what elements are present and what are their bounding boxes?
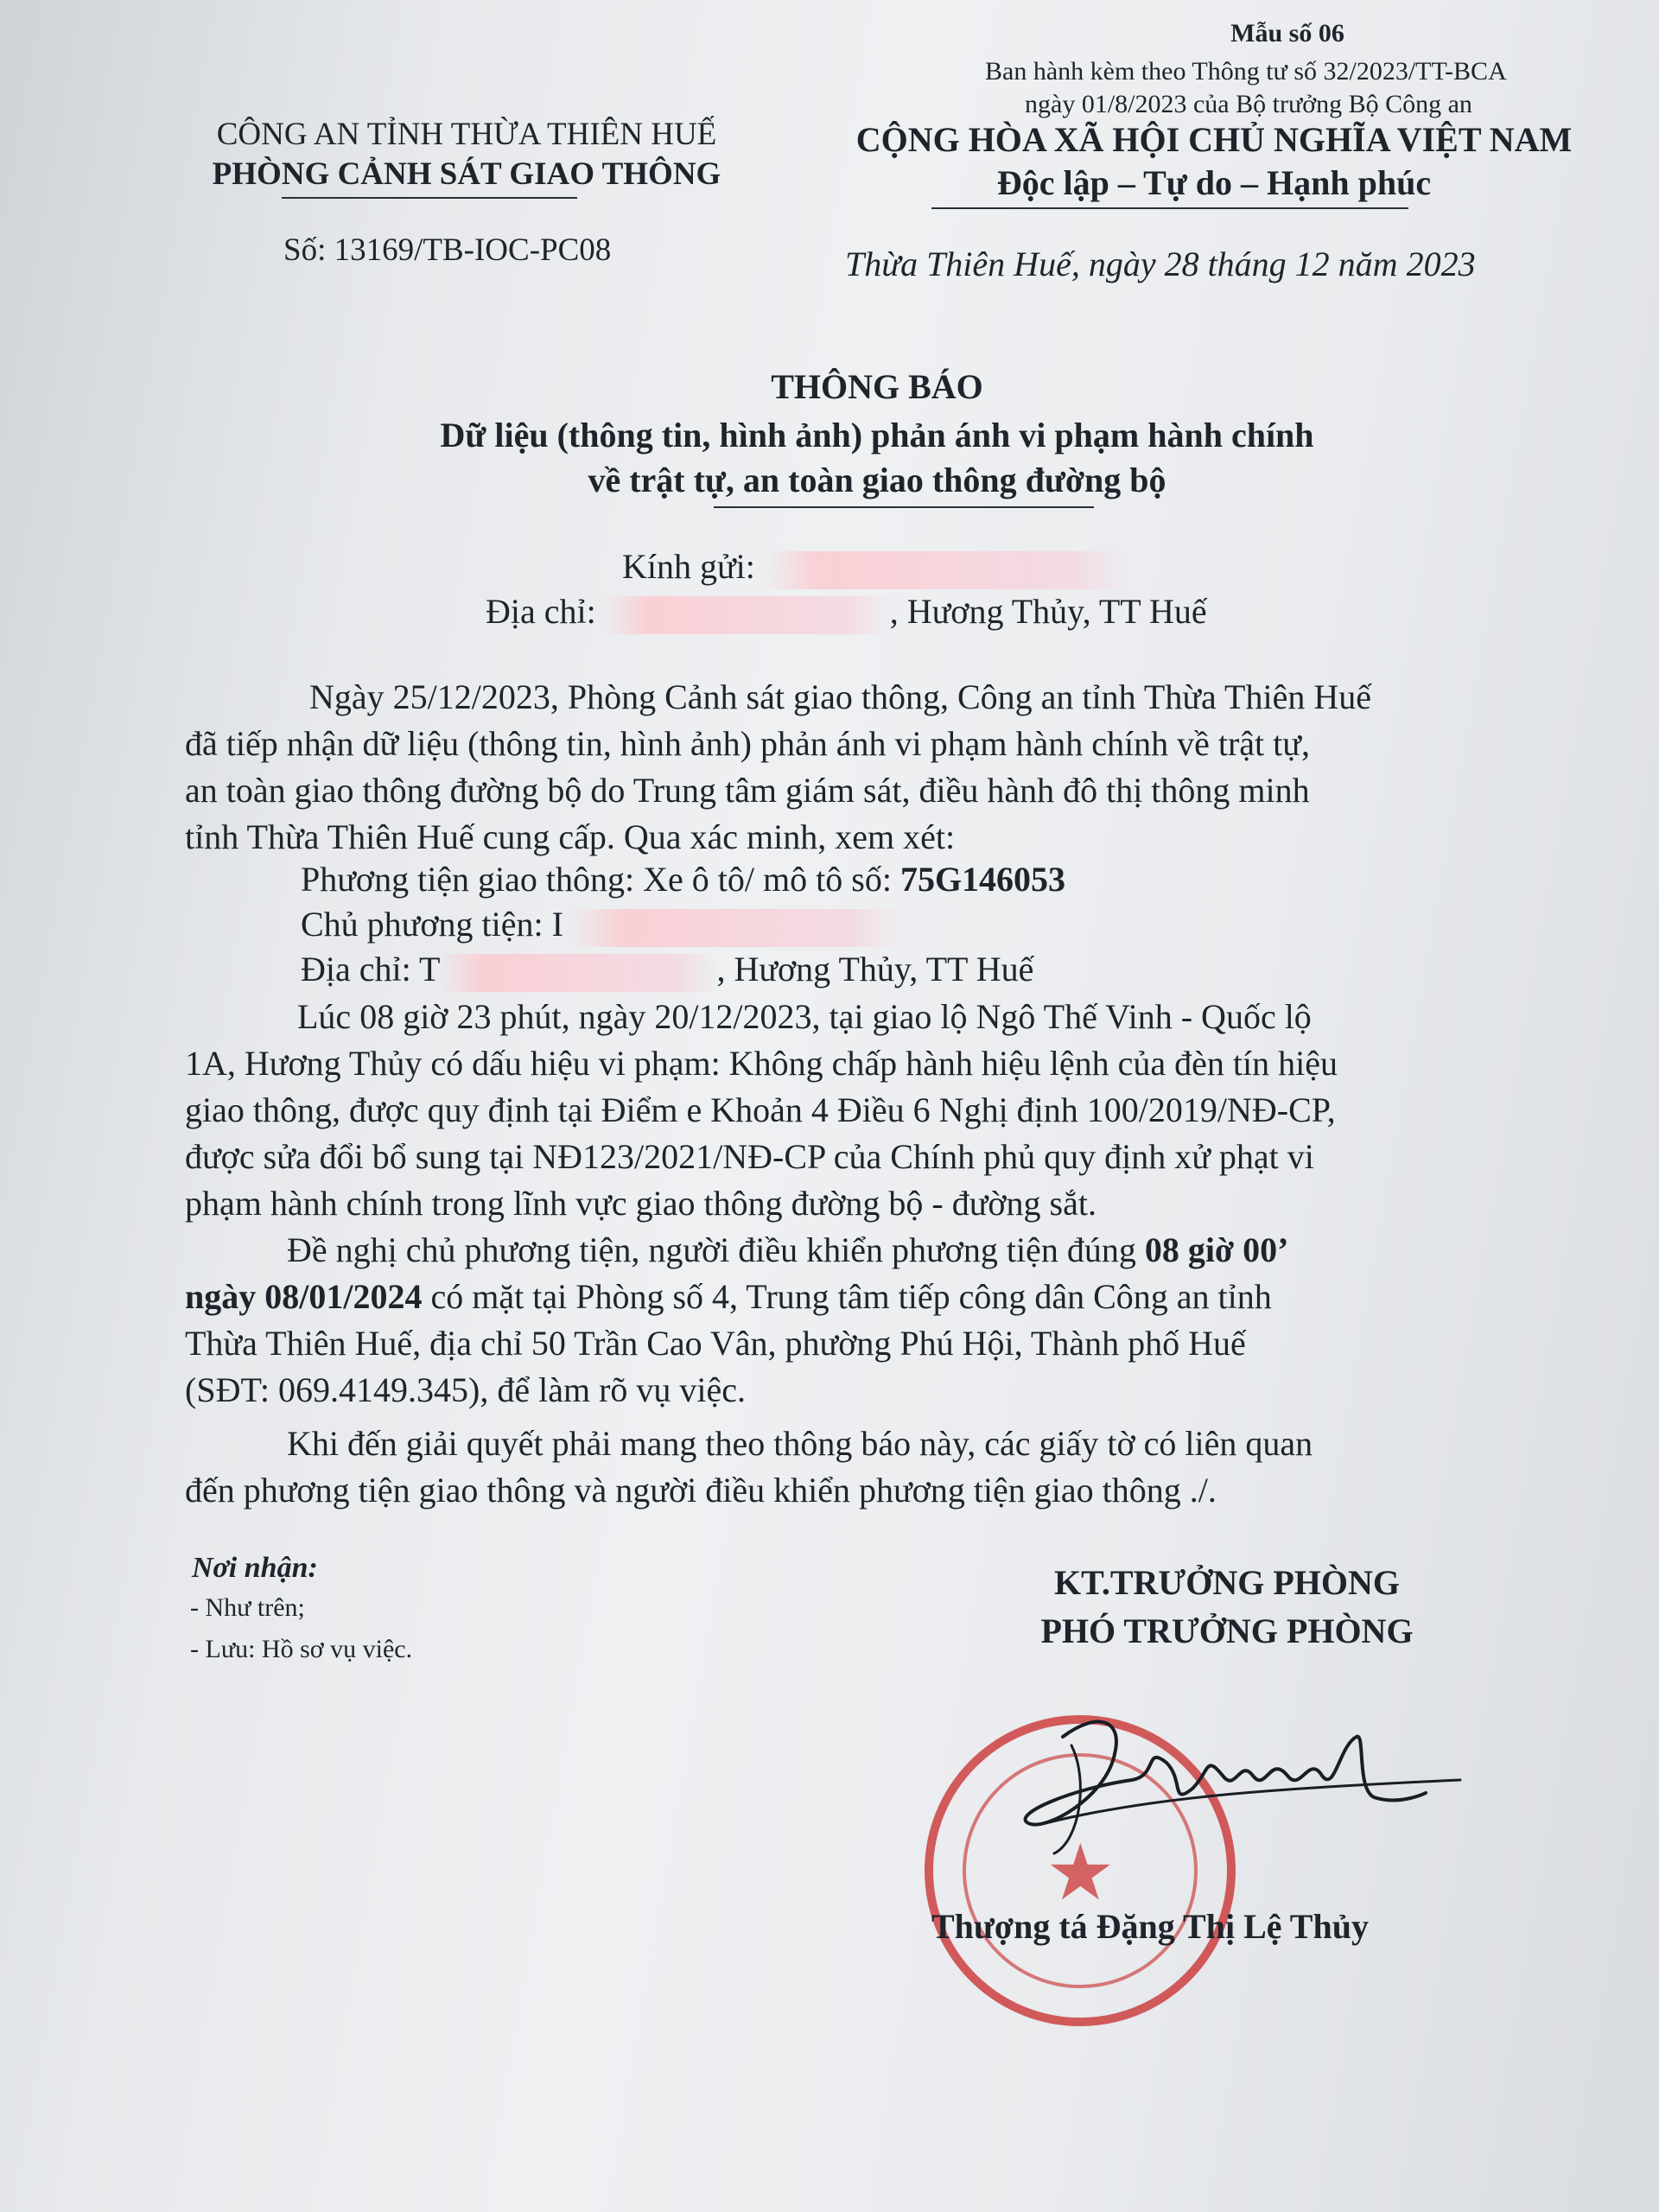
nation-motto: Độc lập – Tự do – Hạnh phúc (996, 163, 1432, 202)
paragraph-violation (185, 994, 1559, 1227)
redacted-recipient-address (605, 596, 890, 634)
owner-address-label: Địa chỉ: (301, 950, 420, 988)
recipients-label: Nơi nhận: (192, 1552, 318, 1584)
p3-line-1: Đề nghị chủ phương tiện, người điều khiển phương tiện đúng 08 giờ 00’ (287, 1230, 1289, 1269)
p1-line-4: tỉnh Thừa Thiên Huế cung cấp. Qua xác minh, xem xét: (185, 817, 956, 856)
p3-line-2: ngày 08/01/2024 có mặt tại Phòng số 4, Trung tâm tiếp công dân Công an tỉnh (185, 1277, 1272, 1316)
vehicle-label: Phương tiện giao thông: Xe ô tô/ mô tô số: (301, 860, 900, 899)
p4-line-2: đến phương tiện giao thông và người điều khiển phương tiện giao thông ./. (185, 1471, 1217, 1510)
paragraph-received (185, 674, 1559, 861)
handwritten-signature (994, 1694, 1478, 1866)
appointment-date: ngày 08/01/2024 (185, 1277, 423, 1316)
agency-parent: CÔNG AN TỈNH THỪA THIÊN HUẾ (216, 117, 717, 152)
dia-chi-label: Địa chỉ: (486, 592, 596, 631)
place-date: Thừa Thiên Huế, ngày 28 tháng 12 năm 2023 (845, 245, 1476, 283)
recipient-address-line (486, 591, 1207, 634)
p2-line-1: Lúc 08 giờ 23 phút, ngày 20/12/2023, tại giao lộ Ngô Thế Vinh - Quốc lộ (297, 997, 1312, 1036)
p1-line-3: an toàn giao thông đường bộ do Trung tâm giám sát, điều hành đô thị thông minh (185, 771, 1310, 810)
recipients-item-2: - Lưu: Hồ sơ vụ việc. (190, 1635, 413, 1663)
paragraph-request (185, 1227, 1559, 1414)
recipient-line (622, 546, 1127, 589)
doc-subtitle-1: Dữ liệu (thông tin, hình ảnh) phản ánh vi phạm hành chính (440, 416, 1314, 454)
vehicle-plate: 75G146053 (899, 860, 1066, 899)
recipient-address-tail: , Hương Thủy, TT Huế (889, 592, 1207, 631)
form-issued-line2: ngày 01/8/2023 của Bộ trưởng Bộ Công an (1025, 90, 1472, 118)
p1-line-1: Ngày 25/12/2023, Phòng Cảnh sát giao thông, Công an tỉnh Thừa Thiên Huế (309, 677, 1371, 716)
redacted-recipient-name (764, 551, 1127, 589)
vehicle-line (301, 859, 1065, 899)
seal-star-icon: ★ (1046, 1831, 1116, 1916)
doc-heading: THÔNG BÁO (771, 367, 983, 406)
signature-title-2: PHÓ TRƯỞNG PHÒNG (1040, 1611, 1414, 1650)
p1-line-2: đã tiếp nhận dữ liệu (thông tin, hình ảnh) phản ánh vi phạm hành chính về trật tự, (185, 724, 1310, 763)
p2-line-5: phạm hành chính trong lĩnh vực giao thông đường bộ - đường sắt. (185, 1184, 1096, 1223)
p2-line-2: 1A, Hương Thủy có dấu hiệu vi phạm: Không chấp hành hiệu lệnh của đèn tín hiệu (185, 1044, 1338, 1083)
appointment-time: 08 giờ 00’ (1144, 1230, 1289, 1269)
owner-initial: I (551, 905, 563, 944)
nation-name: CỘNG HÒA XÃ HỘI CHỦ NGHĨA VIỆT NAM (855, 120, 1573, 159)
paragraph-bring-documents (185, 1421, 1559, 1514)
redacted-owner-address (440, 954, 716, 992)
p2-line-3: giao thông, được quy định tại Điểm e Khoản 4 Điều 6 Nghị định 100/2019/NĐ-CP, (185, 1090, 1336, 1129)
agency-name: PHÒNG CẢNH SÁT GIAO THÔNG (212, 156, 721, 192)
owner-line (301, 904, 900, 947)
agency-underline (282, 197, 577, 199)
owner-address-initial: T (419, 950, 441, 988)
show-through-text (138, 186, 147, 226)
owner-label: Chủ phương tiện: (301, 905, 552, 944)
p4-line-1: Khi đến giải quyết phải mang theo thông báo này, các giấy tờ có liên quan (287, 1424, 1313, 1463)
form-number: Mẫu số 06 (1230, 19, 1344, 48)
p3-line-4: (SĐT: 069.4149.345), để làm rõ vụ việc. (185, 1370, 747, 1409)
signature-title-1: KT.TRƯỞNG PHÒNG (1054, 1563, 1400, 1602)
redacted-owner-name (572, 909, 900, 947)
signer-name: Thượng tá Đặng Thị Lệ Thủy (931, 1907, 1369, 1946)
kinh-gui-label: Kính gửi: (622, 547, 755, 586)
owner-address-tail: , Hương Thủy, TT Huế (716, 950, 1034, 988)
recipients-item-1: - Như trên; (190, 1593, 305, 1622)
p3-line-3: Thừa Thiên Huế, địa chỉ 50 Trần Cao Vân, phường Phú Hội, Thành phố Huế (185, 1324, 1246, 1363)
title-underline (714, 506, 1094, 508)
motto-underline (931, 207, 1408, 209)
doc-subtitle-2: về trật tự, an toàn giao thông đường bộ (588, 461, 1166, 499)
doc-number: Số: 13169/TB-IOC-PC08 (283, 232, 612, 268)
form-issued-line1: Ban hành kèm theo Thông tư số 32/2023/TT-BCA (985, 57, 1507, 86)
owner-address-line (301, 949, 1033, 992)
p2-line-4: được sửa đổi bổ sung tại NĐ123/2021/NĐ-CP của Chính phủ quy định xử phạt vi (185, 1137, 1314, 1176)
